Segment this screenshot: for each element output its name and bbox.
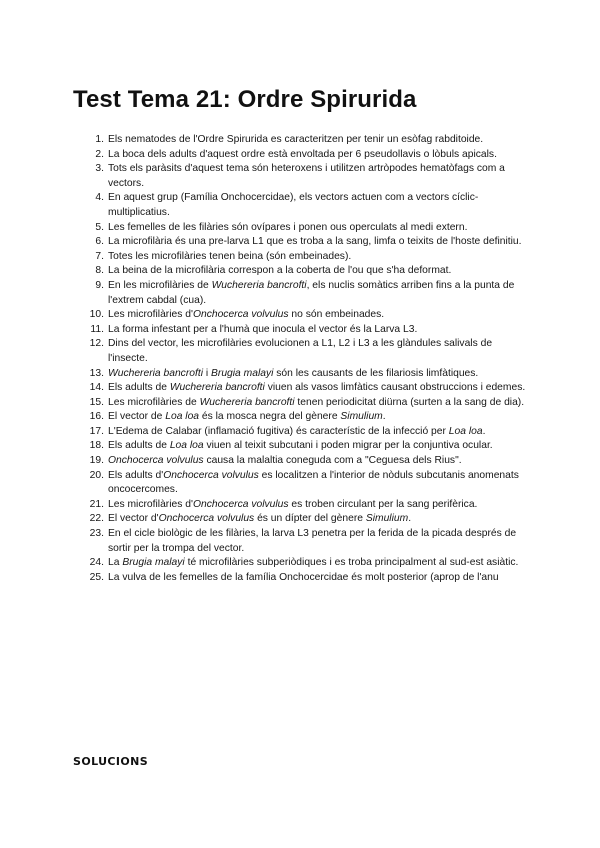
text-segment: és la mosca negra del gènere [199, 411, 341, 423]
text-segment: Dins del vector, les microfilàries evolucionen a L1, L2 i L3 a les glàndules salivals de l'insecte. [108, 338, 493, 364]
text-segment: tenen periodicitat diürna (surten a la sang de dia). [294, 396, 525, 408]
species-name: Onchocerca volvulus [192, 498, 289, 510]
question-number: 2 . [86, 148, 104, 163]
text-segment: Les microfilàries d' [108, 309, 193, 321]
question-text [108, 149, 497, 160]
question-item [86, 571, 534, 586]
question-number: 14 . [86, 381, 104, 396]
question-list [86, 133, 534, 585]
question-text [108, 557, 518, 568]
question-text [108, 222, 467, 233]
text-segment: Els nematodes de l'Ordre Spirurida es caracteritzen per tenir un esòfag rabditoide. [108, 134, 484, 145]
text-segment: no són embeinades. [288, 309, 385, 321]
text-segment: En les microfilàries de [108, 279, 212, 291]
page-title: Test Tema 21: Ordre Spirurida [73, 86, 417, 113]
question-number: 16 . [86, 410, 104, 425]
question-item [86, 367, 534, 382]
question-number: 12 . [86, 337, 104, 352]
question-number: 23 . [86, 527, 104, 542]
question-number: 4 . [86, 191, 104, 206]
question-text [108, 397, 524, 408]
question-number: 15 . [86, 396, 104, 411]
question-text [108, 455, 462, 466]
question-text [108, 251, 351, 262]
question-text [108, 134, 483, 145]
question-text [108, 513, 411, 524]
question-item [86, 337, 534, 366]
question-number: 18 . [86, 439, 104, 454]
question-item [86, 235, 534, 250]
text-segment: viuen als vasos limfàtics causant obstruccions i edemes. [264, 382, 526, 394]
question-item [86, 498, 534, 513]
question-item [86, 512, 534, 527]
text-segment: té microfilàries subperiòdiques i es troba principalment al sud-est asiàtic. [184, 557, 519, 569]
question-number: 17 . [86, 425, 104, 440]
question-item [86, 454, 534, 469]
question-text [108, 265, 451, 276]
question-number: 24 . [86, 556, 104, 571]
question-number: 20 . [86, 469, 104, 484]
question-number: 7 . [86, 250, 104, 265]
question-text [108, 163, 505, 189]
text-segment: La forma infestant per a l'humà que inocula el vector és la Larva L3. [108, 323, 418, 335]
question-number: 11 . [86, 323, 104, 338]
species-name: Simulium [340, 411, 383, 423]
question-text [108, 192, 478, 218]
question-item [86, 221, 534, 236]
question-item [86, 308, 534, 323]
text-segment: Els adults d' [108, 469, 164, 481]
question-item [86, 162, 534, 191]
species-name: Brugia malayi [122, 557, 185, 569]
text-segment: La beina de la microfilària correspon a la coberta de l'ou que s'ha deformat. [108, 265, 452, 277]
species-name: Simulium [365, 513, 409, 525]
question-item [86, 396, 534, 411]
text-segment: Tots els paràsits d'aquest tema són heteroxens i utilitzen artròpodes hematòfags com a vectors. [108, 163, 505, 189]
question-text [108, 368, 478, 379]
question-number: 13 . [86, 367, 104, 382]
text-segment: és un dípter del gènere [254, 513, 366, 525]
species-name: Wuchereria bancrofti [169, 382, 265, 394]
species-name: Brugia malayi [211, 367, 274, 379]
question-item [86, 425, 534, 440]
question-item [86, 279, 534, 308]
question-number: 1 . [86, 133, 104, 148]
text-segment: es localitzen a l'interior de nòduls subcutanis anomenats oncocercomes. [108, 469, 519, 496]
text-segment: són les causants de les filariosis limfàtiques. [273, 367, 479, 379]
question-number: 3 . [86, 162, 104, 177]
question-number: 19 . [86, 454, 104, 469]
text-segment: La vulva de les femelles de la família Onchocercidae és molt posterior (aprop de l'anu [108, 571, 499, 583]
text-segment: , els nuclis somàtics arriben fins a la punta de l'extrem cabdal (cua). [108, 279, 515, 306]
species-name: Loa loa [448, 425, 483, 437]
text-segment: El vector de [108, 411, 166, 423]
text-segment: i [203, 367, 212, 379]
species-name: Wuchereria bancrofti [108, 367, 203, 379]
question-number: 22 . [86, 512, 104, 527]
question-item [86, 264, 534, 279]
text-segment: En el cicle biològic de les filàries, la larva L3 penetra per la ferida de la picada després de sortir per la trompa del vector. [108, 528, 517, 554]
question-item [86, 250, 534, 265]
text-segment: La boca dels adults d'aquest ordre està envoltada per 6 pseudollavis o lòbuls apicals. [108, 148, 497, 160]
question-number: 9 . [86, 279, 104, 294]
text-segment: La [108, 557, 123, 569]
question-item [86, 191, 534, 220]
text-segment: Les microfilàries de [108, 396, 200, 408]
text-segment: El vector d' [108, 513, 159, 525]
question-item [86, 133, 534, 148]
question-text [108, 411, 386, 422]
question-text [108, 236, 522, 247]
text-segment: Totes les microfilàries tenen beina (són embeinades). [108, 250, 352, 262]
question-item [86, 410, 534, 425]
question-text [108, 470, 519, 496]
question-item [86, 556, 534, 571]
question-text [108, 572, 499, 583]
question-number: 8 . [86, 264, 104, 279]
question-text [108, 338, 492, 364]
text-segment: . [482, 425, 486, 437]
question-number: 25 . [86, 571, 104, 586]
question-text [108, 426, 485, 437]
question-item [86, 469, 534, 498]
species-name: Onchocerca volvulus [192, 309, 289, 321]
text-segment: Els adults de [108, 382, 170, 394]
question-number: 5 . [86, 221, 104, 236]
question-text [108, 528, 516, 554]
question-item [86, 323, 534, 338]
question-number: 6 . [86, 235, 104, 250]
text-segment: viuen al teixit subcutani i poden migrar per la conjuntiva ocular. [203, 440, 493, 452]
question-text [108, 309, 384, 320]
question-text [108, 382, 525, 393]
question-text [108, 280, 514, 306]
question-number: 21 . [86, 498, 104, 513]
species-name: Onchocerca volvulus [163, 469, 259, 481]
question-item [86, 439, 534, 454]
text-segment: . [382, 411, 386, 423]
species-name: Onchocerca volvulus [158, 513, 255, 525]
solutions-heading: SOLUCIONS [73, 755, 149, 768]
species-name: Loa loa [169, 440, 204, 452]
question-item [86, 148, 534, 163]
text-segment: . [408, 513, 412, 525]
text-segment: En aquest grup (Família Onchocercidae), els vectors actuen com a vectors cíclic-multiplicatius. [108, 192, 479, 218]
text-segment: Els adults de [108, 440, 170, 452]
question-item [86, 381, 534, 396]
species-name: Loa loa [165, 411, 200, 423]
species-name: Wuchereria bancrofti [199, 396, 295, 408]
species-name: Onchocerca volvulus [108, 455, 204, 467]
text-segment: Les femelles de les filàries són ovípares i ponen ous operculats al medi extern. [108, 221, 468, 233]
text-segment: La microfilària és una pre-larva L1 que es troba a la sang, limfa o teixits de l'hoste definitiu. [108, 236, 522, 248]
question-text [108, 324, 417, 335]
text-segment: es troben circulant per la sang perifèrica. [288, 498, 478, 510]
species-name: Wuchereria bancrofti [211, 279, 307, 291]
question-item [86, 527, 534, 556]
text-segment: causa la malaltia coneguda com a "Ceguesa dels Rius". [203, 455, 462, 467]
text-segment: L'Edema de Calabar (inflamació fugitiva) és característic de la infecció per [108, 425, 449, 437]
question-number: 10 . [86, 308, 104, 323]
text-segment: Les microfilàries d' [108, 498, 193, 510]
question-text [108, 499, 477, 510]
question-text [108, 440, 493, 451]
